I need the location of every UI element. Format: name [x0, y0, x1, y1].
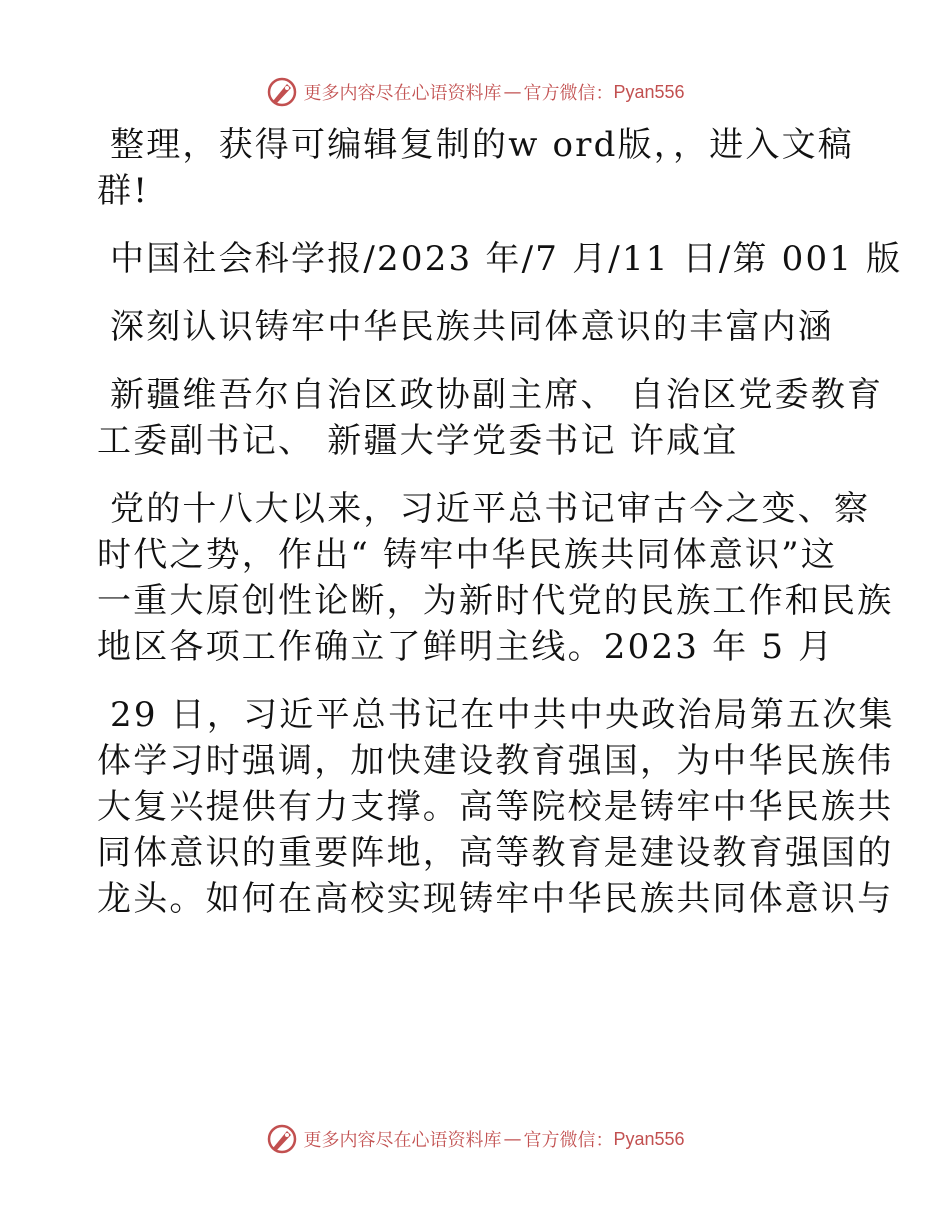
- header-banner: [0, 70, 950, 114]
- article-title: 深刻认识铸牢中华民族共同体意识的丰富内涵: [97, 307, 835, 347]
- header-promo-text: 更多内容尽在心语资料库: [303, 83, 502, 104]
- author-line: 工委副书记、 新疆大学党委书记 许咸宜: [97, 421, 739, 461]
- paragraph-line: 地区各项工作确立了鲜明主线。2023 年 5 月: [97, 627, 835, 667]
- paragraph-line: 29 日，习近平总书记在中共中央政治局第五次集: [97, 695, 895, 735]
- intro-line: 整理，获得可编辑复制的w ord版，，进入文稿: [97, 125, 855, 165]
- author-line: 新疆维吾尔自治区政协副主席、 自治区党委教育: [97, 375, 884, 415]
- source-line: 中国社会科学报/2023 年/7 月/11 日/第 001 版: [97, 239, 903, 279]
- intro-line: 群!: [97, 171, 150, 211]
- pen-nib-logo-icon: [265, 1122, 299, 1156]
- header-separator: —: [503, 81, 522, 103]
- paragraph-line: 党的十八大以来，习近平总书记审古今之变、察: [97, 489, 871, 529]
- paragraph-line: 一重大原创性论断，为新时代党的民族工作和民族: [97, 581, 894, 621]
- footer-contact-id: Pyan556: [613, 1128, 685, 1149]
- footer-contact-label: 官方微信：: [523, 1130, 614, 1151]
- paragraph-line: 同体意识的重要阵地，高等教育是建设教育强国的: [97, 833, 894, 873]
- footer-promo-text: 更多内容尽在心语资料库: [303, 1130, 502, 1151]
- header-contact-id: Pyan556: [613, 81, 685, 102]
- header-contact-label: 官方微信：: [523, 83, 614, 104]
- footer-separator: —: [503, 1128, 522, 1150]
- footer-banner: [0, 1117, 950, 1161]
- paragraph-line: 时代之势，作出“ 铸牢中华民族共同体意识”这: [97, 535, 837, 575]
- paragraph-line: 龙头。如何在高校实现铸牢中华民族共同体意识与: [97, 879, 894, 919]
- paragraph-line: 体学习时强调，加快建设教育强国，为中华民族伟: [97, 741, 894, 781]
- pen-nib-logo-icon: [265, 75, 299, 109]
- paragraph-line: 大复兴提供有力支撑。高等院校是铸牢中华民族共: [97, 787, 894, 827]
- document-body: [97, 122, 903, 922]
